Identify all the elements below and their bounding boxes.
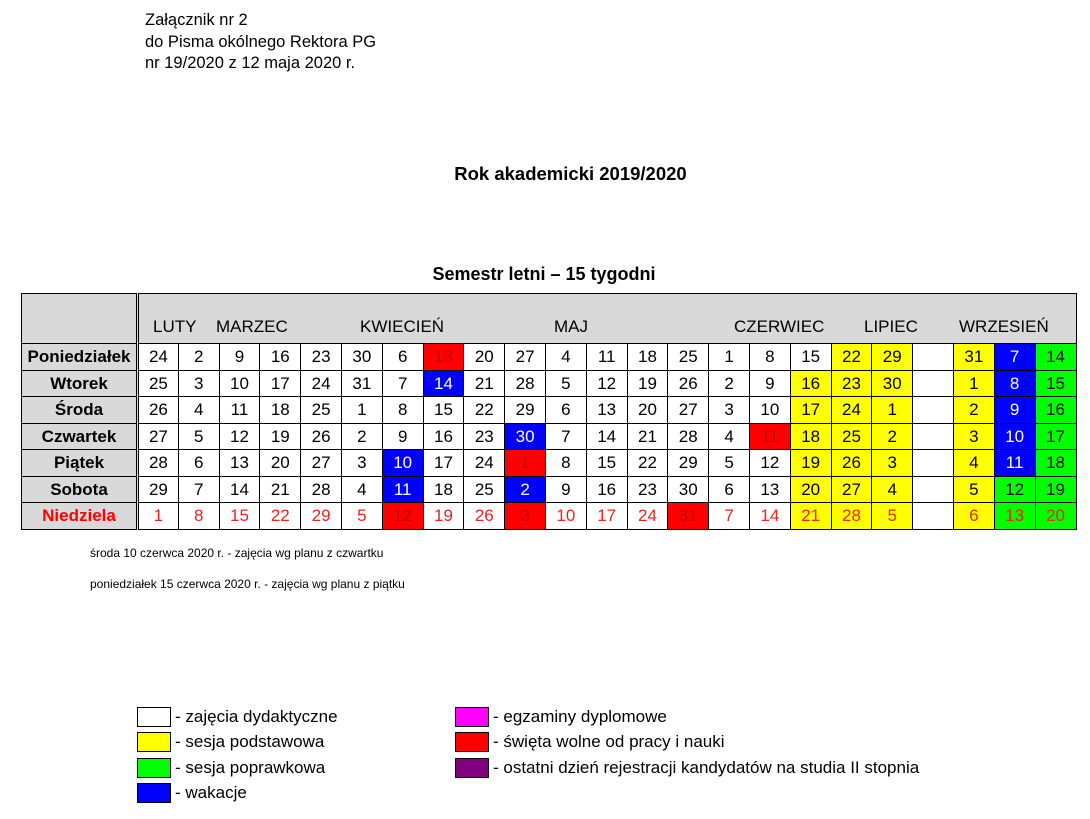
day-cell: 19: [790, 450, 831, 477]
day-cell: 1: [505, 450, 546, 477]
day-cell: [913, 370, 954, 397]
day-cell: 8: [545, 450, 586, 477]
legend-swatch: [455, 758, 489, 778]
day-cell: 24: [831, 397, 872, 424]
month-label-3: MAJ: [554, 317, 588, 336]
day-cell: 4: [341, 476, 382, 503]
day-cell: 15: [219, 503, 260, 530]
day-cell: 5: [341, 503, 382, 530]
weekday-label: Środa: [22, 397, 138, 424]
day-cell: 4: [709, 423, 750, 450]
legend-item: [137, 730, 338, 756]
day-cell: 26: [301, 423, 342, 450]
day-cell: 21: [627, 423, 668, 450]
day-cell: 24: [627, 503, 668, 530]
day-cell: 14: [749, 503, 790, 530]
day-cell: 18: [790, 423, 831, 450]
day-cell: 20: [260, 450, 301, 477]
day-cell: 7: [545, 423, 586, 450]
legend-swatch: [137, 732, 171, 752]
day-cell: 4: [953, 450, 994, 477]
day-cell: 3: [505, 503, 546, 530]
day-cell: 18: [1035, 450, 1076, 477]
legend-swatch: [137, 707, 171, 727]
month-label-0: LUTY: [153, 317, 197, 336]
day-cell: 5: [709, 450, 750, 477]
day-cell: 3: [178, 370, 219, 397]
day-cell: 11: [994, 450, 1035, 477]
day-cell: 27: [301, 450, 342, 477]
day-cell: 30: [668, 476, 709, 503]
weekday-label: Sobota: [22, 476, 138, 503]
day-cell: [913, 503, 954, 530]
day-cell: 1: [709, 344, 750, 371]
day-cell: 3: [953, 423, 994, 450]
weekday-row: [22, 423, 1077, 450]
legend-item: [137, 781, 338, 807]
day-cell: 2: [505, 476, 546, 503]
day-cell: 2: [709, 370, 750, 397]
month-header-row: [22, 294, 1077, 344]
day-cell: 24: [301, 370, 342, 397]
day-cell: 9: [219, 344, 260, 371]
day-cell: 3: [709, 397, 750, 424]
weekday-label: Poniedziałek: [22, 344, 138, 371]
note-monday: poniedziałek 15 czerwca 2020 r. - zajęcia wg planu z piątku: [90, 577, 405, 591]
day-cell: 19: [1035, 476, 1076, 503]
day-cell: 22: [831, 344, 872, 371]
day-cell: 12: [994, 476, 1035, 503]
day-cell: 17: [586, 503, 627, 530]
day-cell: [913, 423, 954, 450]
day-cell: 24: [464, 450, 505, 477]
month-label-5: LIPIEC: [864, 317, 918, 336]
legend-label: - egzaminy dyplomowe: [493, 706, 667, 726]
day-cell: 19: [423, 503, 464, 530]
day-cell: 10: [545, 503, 586, 530]
day-cell: 18: [260, 397, 301, 424]
day-cell: 17: [790, 397, 831, 424]
day-cell: 26: [464, 503, 505, 530]
day-cell: 30: [872, 370, 913, 397]
legend-right-column: [455, 704, 919, 781]
day-cell: 27: [505, 344, 546, 371]
weekday-row: [22, 476, 1077, 503]
day-cell: 28: [668, 423, 709, 450]
day-cell: 22: [260, 503, 301, 530]
day-cell: 8: [382, 397, 423, 424]
day-cell: 17: [423, 450, 464, 477]
day-cell: 27: [831, 476, 872, 503]
day-cell: 1: [341, 397, 382, 424]
day-cell: 2: [178, 344, 219, 371]
legend-swatch: [137, 783, 171, 803]
weekday-label: Piątek: [22, 450, 138, 477]
day-cell: 10: [382, 450, 423, 477]
legend-label: - święta wolne od pracy i nauki: [493, 732, 725, 752]
day-cell: 26: [138, 397, 179, 424]
day-cell: 15: [586, 450, 627, 477]
day-cell: 10: [219, 370, 260, 397]
month-label-1: MARZEC: [216, 317, 288, 336]
day-cell: 12: [382, 503, 423, 530]
day-cell: 5: [178, 423, 219, 450]
day-cell: 14: [219, 476, 260, 503]
day-cell: 2: [341, 423, 382, 450]
day-cell: 11: [219, 397, 260, 424]
day-cell: 16: [423, 423, 464, 450]
day-cell: 1: [138, 503, 179, 530]
legend-label: - zajęcia dydaktyczne: [175, 706, 338, 726]
day-cell: 21: [464, 370, 505, 397]
legend-label: - ostatni dzień rejestracji kandydatów na studia II stopnia: [493, 757, 920, 777]
day-cell: 29: [668, 450, 709, 477]
day-cell: 9: [382, 423, 423, 450]
day-cell: 28: [505, 370, 546, 397]
day-cell: 7: [382, 370, 423, 397]
weekday-label: Niedziela: [22, 503, 138, 530]
header-line-attachment: Załącznik nr 2: [145, 11, 248, 29]
day-cell: 13: [749, 476, 790, 503]
corner-cell: [22, 294, 138, 344]
day-cell: 31: [953, 344, 994, 371]
weekday-label: Czwartek: [22, 423, 138, 450]
day-cell: 25: [301, 397, 342, 424]
weekday-row: [22, 397, 1077, 424]
months-strip: [139, 294, 1076, 343]
day-cell: 12: [586, 370, 627, 397]
day-cell: 23: [301, 344, 342, 371]
day-cell: 29: [301, 503, 342, 530]
day-cell: 20: [627, 397, 668, 424]
day-cell: 9: [749, 370, 790, 397]
day-cell: 25: [668, 344, 709, 371]
day-cell: 8: [994, 370, 1035, 397]
legend-item: [455, 730, 919, 756]
day-cell: 15: [790, 344, 831, 371]
day-cell: 2: [953, 397, 994, 424]
day-cell: 10: [994, 423, 1035, 450]
day-cell: 6: [545, 397, 586, 424]
day-cell: 6: [178, 450, 219, 477]
day-cell: 14: [1035, 344, 1076, 371]
legend-label: - sesja podstawowa: [175, 732, 325, 752]
weekday-row: [22, 503, 1077, 530]
day-cell: 17: [260, 370, 301, 397]
legend-item: [455, 704, 919, 730]
day-cell: 6: [953, 503, 994, 530]
day-cell: 16: [260, 344, 301, 371]
day-cell: 25: [138, 370, 179, 397]
day-cell: 4: [178, 397, 219, 424]
day-cell: 11: [382, 476, 423, 503]
day-cell: 17: [1035, 423, 1076, 450]
page-title: Rok akademicki 2019/2020: [454, 163, 687, 184]
day-cell: 31: [668, 503, 709, 530]
day-cell: 21: [790, 503, 831, 530]
day-cell: 6: [709, 476, 750, 503]
day-cell: [913, 344, 954, 371]
day-cell: 8: [178, 503, 219, 530]
day-cell: 22: [627, 450, 668, 477]
day-cell: 4: [545, 344, 586, 371]
day-cell: 12: [749, 450, 790, 477]
day-cell: 7: [178, 476, 219, 503]
day-cell: 7: [709, 503, 750, 530]
day-cell: 20: [464, 344, 505, 371]
day-cell: 29: [872, 344, 913, 371]
weekday-label: Wtorek: [22, 370, 138, 397]
day-cell: [913, 476, 954, 503]
document-header: [145, 10, 376, 75]
day-cell: 9: [545, 476, 586, 503]
day-cell: 12: [219, 423, 260, 450]
weekday-row: [22, 450, 1077, 477]
day-cell: 23: [464, 423, 505, 450]
day-cell: 19: [627, 370, 668, 397]
day-cell: 29: [138, 476, 179, 503]
day-cell: 1: [953, 370, 994, 397]
header-line-number: nr 19/2020 z 12 maja 2020 r.: [145, 54, 356, 72]
semester-title: Semestr letni – 15 tygodni: [432, 264, 656, 284]
day-cell: 18: [423, 476, 464, 503]
day-cell: [913, 397, 954, 424]
day-cell: 7: [994, 344, 1035, 371]
day-cell: 1: [872, 397, 913, 424]
weekday-row: [22, 344, 1077, 371]
day-cell: 11: [586, 344, 627, 371]
day-cell: 20: [1035, 503, 1076, 530]
day-cell: 3: [341, 450, 382, 477]
day-cell: 15: [423, 397, 464, 424]
day-cell: 28: [138, 450, 179, 477]
day-cell: 30: [341, 344, 382, 371]
day-cell: 25: [831, 423, 872, 450]
day-cell: 19: [260, 423, 301, 450]
month-label-2: KWIECIEŃ: [360, 317, 445, 336]
day-cell: 15: [1035, 370, 1076, 397]
legend-item: [137, 704, 338, 730]
day-cell: 16: [1035, 397, 1076, 424]
day-cell: [913, 450, 954, 477]
day-cell: 28: [831, 503, 872, 530]
day-cell: 31: [341, 370, 382, 397]
day-cell: 16: [790, 370, 831, 397]
calendar-table: [21, 293, 1077, 530]
day-cell: 13: [219, 450, 260, 477]
day-cell: 23: [831, 370, 872, 397]
day-cell: 11: [749, 423, 790, 450]
month-label-6: WRZESIEŃ: [959, 317, 1049, 336]
note-wednesday: środa 10 czerwca 2020 r. - zajęcia wg planu z czwartku: [90, 546, 384, 560]
header-line-letter: do Pisma okólnego Rektora PG: [145, 32, 377, 51]
day-cell: 25: [464, 476, 505, 503]
day-cell: 4: [872, 476, 913, 503]
day-cell: 28: [301, 476, 342, 503]
day-cell: 14: [423, 370, 464, 397]
weekday-row: [22, 370, 1077, 397]
legend-label: - wakacje: [175, 783, 247, 803]
day-cell: 20: [790, 476, 831, 503]
day-cell: 30: [505, 423, 546, 450]
months-cell: [138, 294, 1077, 344]
day-cell: 13: [994, 503, 1035, 530]
month-label-4: CZERWIEC: [734, 317, 825, 336]
legend-swatch: [137, 758, 171, 778]
legend-item: [455, 755, 919, 781]
day-cell: 26: [831, 450, 872, 477]
day-cell: 6: [382, 344, 423, 371]
day-cell: 16: [586, 476, 627, 503]
legend-left-column: [137, 704, 338, 806]
day-cell: 5: [545, 370, 586, 397]
day-cell: 26: [668, 370, 709, 397]
day-cell: 13: [586, 397, 627, 424]
day-cell: 29: [505, 397, 546, 424]
day-cell: 3: [872, 450, 913, 477]
day-cell: 13: [423, 344, 464, 371]
legend-swatch: [455, 707, 489, 727]
day-cell: 8: [749, 344, 790, 371]
day-cell: 24: [138, 344, 179, 371]
day-cell: 2: [872, 423, 913, 450]
day-cell: 5: [872, 503, 913, 530]
day-cell: 27: [138, 423, 179, 450]
day-cell: 18: [627, 344, 668, 371]
legend-label: - sesja poprawkowa: [175, 757, 326, 777]
day-cell: 22: [464, 397, 505, 424]
day-cell: 9: [994, 397, 1035, 424]
day-cell: 5: [953, 476, 994, 503]
legend-swatch: [455, 732, 489, 752]
legend-item: [137, 755, 338, 781]
day-cell: 14: [586, 423, 627, 450]
day-cell: 27: [668, 397, 709, 424]
day-cell: 10: [749, 397, 790, 424]
day-cell: 23: [627, 476, 668, 503]
day-cell: 21: [260, 476, 301, 503]
